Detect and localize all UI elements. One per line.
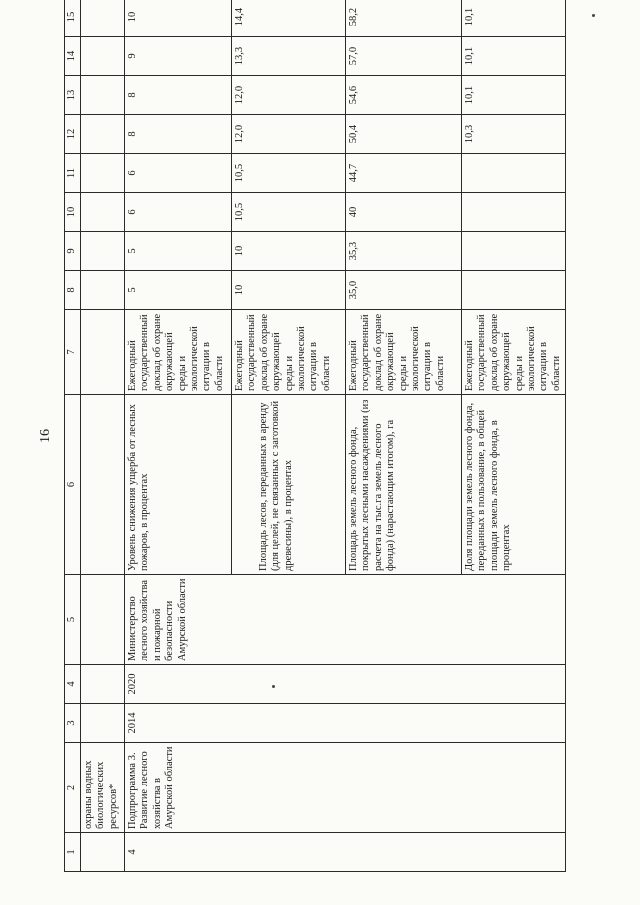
col-header: 15	[65, 0, 81, 37]
cell-source: Ежегодный государственный доклад об охране окружающей среды и экологической ситуации в области	[125, 310, 232, 395]
cell-value: 10	[232, 232, 346, 271]
cell-value: 35,3	[346, 232, 462, 271]
cell-value: 10,5	[232, 193, 346, 232]
col-header: 8	[65, 271, 81, 310]
cell-value: 14,4	[232, 0, 346, 37]
col-header: 5	[65, 575, 81, 665]
cell-value	[462, 154, 566, 193]
cell-value: 57,0	[346, 37, 462, 76]
cell-value	[462, 193, 566, 232]
cell-value: 10	[232, 271, 346, 310]
cell-value	[462, 232, 566, 271]
cell-indicator: Доля площади земель лесного фонда, переданных в пользование, в общей площади земель лесного фонда, в процентах	[462, 395, 566, 575]
cell-row-number: 4	[125, 833, 566, 872]
cell-value: 13,3	[232, 37, 346, 76]
col-header: 1	[65, 833, 81, 872]
cell-value	[462, 271, 566, 310]
cell-end-year: 2020	[125, 665, 566, 704]
cell-value: 35,0	[346, 271, 462, 310]
cell-value: 10,1	[462, 76, 566, 115]
table-wrap	[64, 7, 562, 872]
cell-value: 5	[125, 232, 232, 271]
cell-value: 12,0	[232, 76, 346, 115]
cell-value: 40	[346, 193, 462, 232]
col-header: 13	[65, 76, 81, 115]
cell-value: 6	[125, 193, 232, 232]
table-row	[125, 0, 232, 872]
col-header: 3	[65, 704, 81, 743]
cell-start-year: 2014	[125, 704, 566, 743]
cell-indicator: Уровень снижения ущерба от лесных пожаров, в процентах	[125, 395, 232, 575]
cell-source: Ежегодный государственный доклад об охране окружающей среды и экологической ситуации в области	[346, 310, 462, 395]
cell-program: охраны водных биологических ресурсов*	[81, 743, 125, 833]
cell-value: 50,4	[346, 115, 462, 154]
cell-executor: Министерство лесного хозяйства и пожарной безопасности Амурской области	[125, 575, 566, 665]
cell-indicator: Площадь лесов, переданных в аренду (для целей, не связанных с заготовкой древесины), в процентах	[232, 395, 346, 575]
col-header: 6	[65, 395, 81, 575]
col-header: 10	[65, 193, 81, 232]
cell-value: 10,3	[462, 115, 566, 154]
cell-value: 10	[125, 0, 232, 37]
rotated-table	[64, 7, 562, 872]
cell-indicator: Площадь земель лесного фонда, покрытых лесными насаждениями (из расчета на тыс.га земель лесного фонда) (нарастающим итогом), га	[346, 395, 462, 575]
cell-value: 54,6	[346, 76, 462, 115]
cell-value: 8	[125, 76, 232, 115]
cell-source: Ежегодный государственный доклад об охране окружающей среды и экологической ситуации в области	[232, 310, 346, 395]
col-header: 14	[65, 37, 81, 76]
cell-value: 58,2	[346, 0, 462, 37]
cell-value: 5	[125, 271, 232, 310]
indicators-table	[64, 0, 566, 872]
cell-value: 44,7	[346, 154, 462, 193]
col-header: 11	[65, 154, 81, 193]
table-row	[81, 0, 125, 872]
cell-source: Ежегодный государственный доклад об охране окружающей среды и экологической ситуации в области	[462, 310, 566, 395]
cell-value: 10,1	[462, 37, 566, 76]
cell-value: 9	[125, 37, 232, 76]
page-number: 16	[38, 429, 53, 443]
cell-subprogram: Подпрограмма 3. Развитие лесного хозяйства в Амурской области	[125, 743, 566, 833]
cell-value: 8	[125, 115, 232, 154]
scan-speck	[592, 14, 595, 17]
cell-value: 10,1	[462, 0, 566, 37]
header-row	[65, 0, 81, 872]
cell-value: 12,0	[232, 115, 346, 154]
col-header: 12	[65, 115, 81, 154]
cell-value: 10,5	[232, 154, 346, 193]
cell-value: 6	[125, 154, 232, 193]
col-header: 7	[65, 310, 81, 395]
col-header: 2	[65, 743, 81, 833]
col-header: 9	[65, 232, 81, 271]
col-header: 4	[65, 665, 81, 704]
